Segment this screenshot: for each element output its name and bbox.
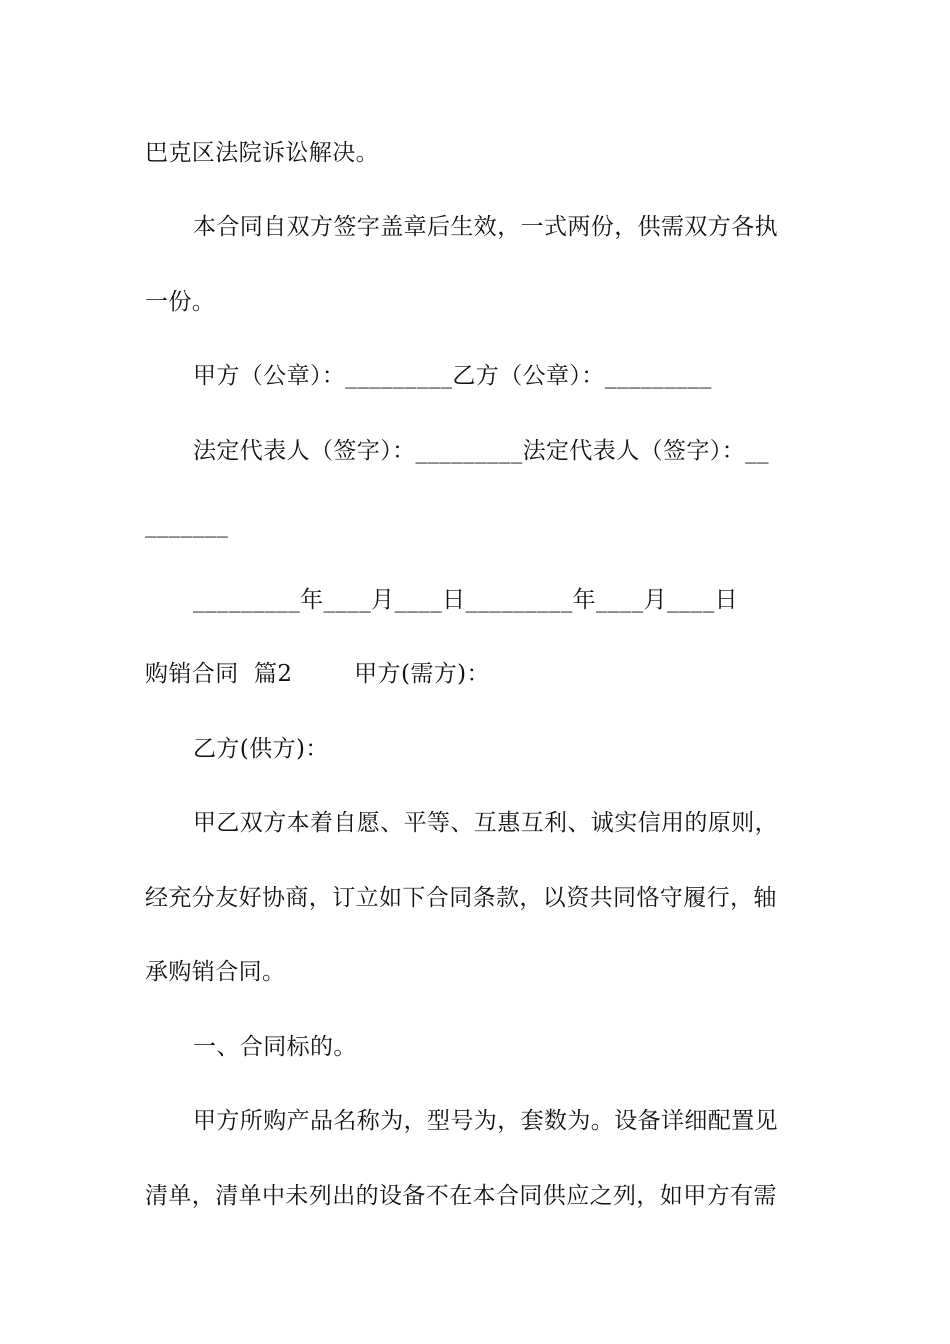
signature-line-representative: 法定代表人（签字）：_________法定代表人（签字）：__ [193, 438, 769, 464]
paragraph-line: 承购销合同。 [145, 959, 286, 985]
paragraph-line: 经充分友好协商，订立如下合同条款，以资共同恪守履行，轴 [145, 885, 777, 911]
paragraph-line: 巴克区法院诉讼解决。 [145, 140, 379, 166]
section-heading: 购销合同 篇2 甲方(需方)： [145, 661, 490, 687]
date-line: _________年____月____日_________年____月____日 [193, 587, 738, 613]
paragraph-line: 甲乙双方本着自愿、平等、互惠互利、诚实信用的原则， [193, 810, 778, 836]
paragraph-line: 本合同自双方签字盖章后生效，一式两份，供需双方各执 [193, 214, 778, 240]
signature-line-seal: 甲方（公章）：_________乙方（公章）：_________ [193, 363, 712, 389]
paragraph-line: 清单，清单中未列出的设备不在本合同供应之列，如甲方有需 [145, 1183, 777, 1209]
signature-line-continuation: _______ [145, 512, 229, 538]
paragraph-line: 一份。 [145, 289, 216, 315]
paragraph-line: 甲方所购产品名称为，型号为，套数为。设备详细配置见 [193, 1108, 778, 1134]
party-line: 乙方(供方)： [193, 736, 329, 762]
clause-heading: 一、合同标的。 [193, 1034, 357, 1060]
